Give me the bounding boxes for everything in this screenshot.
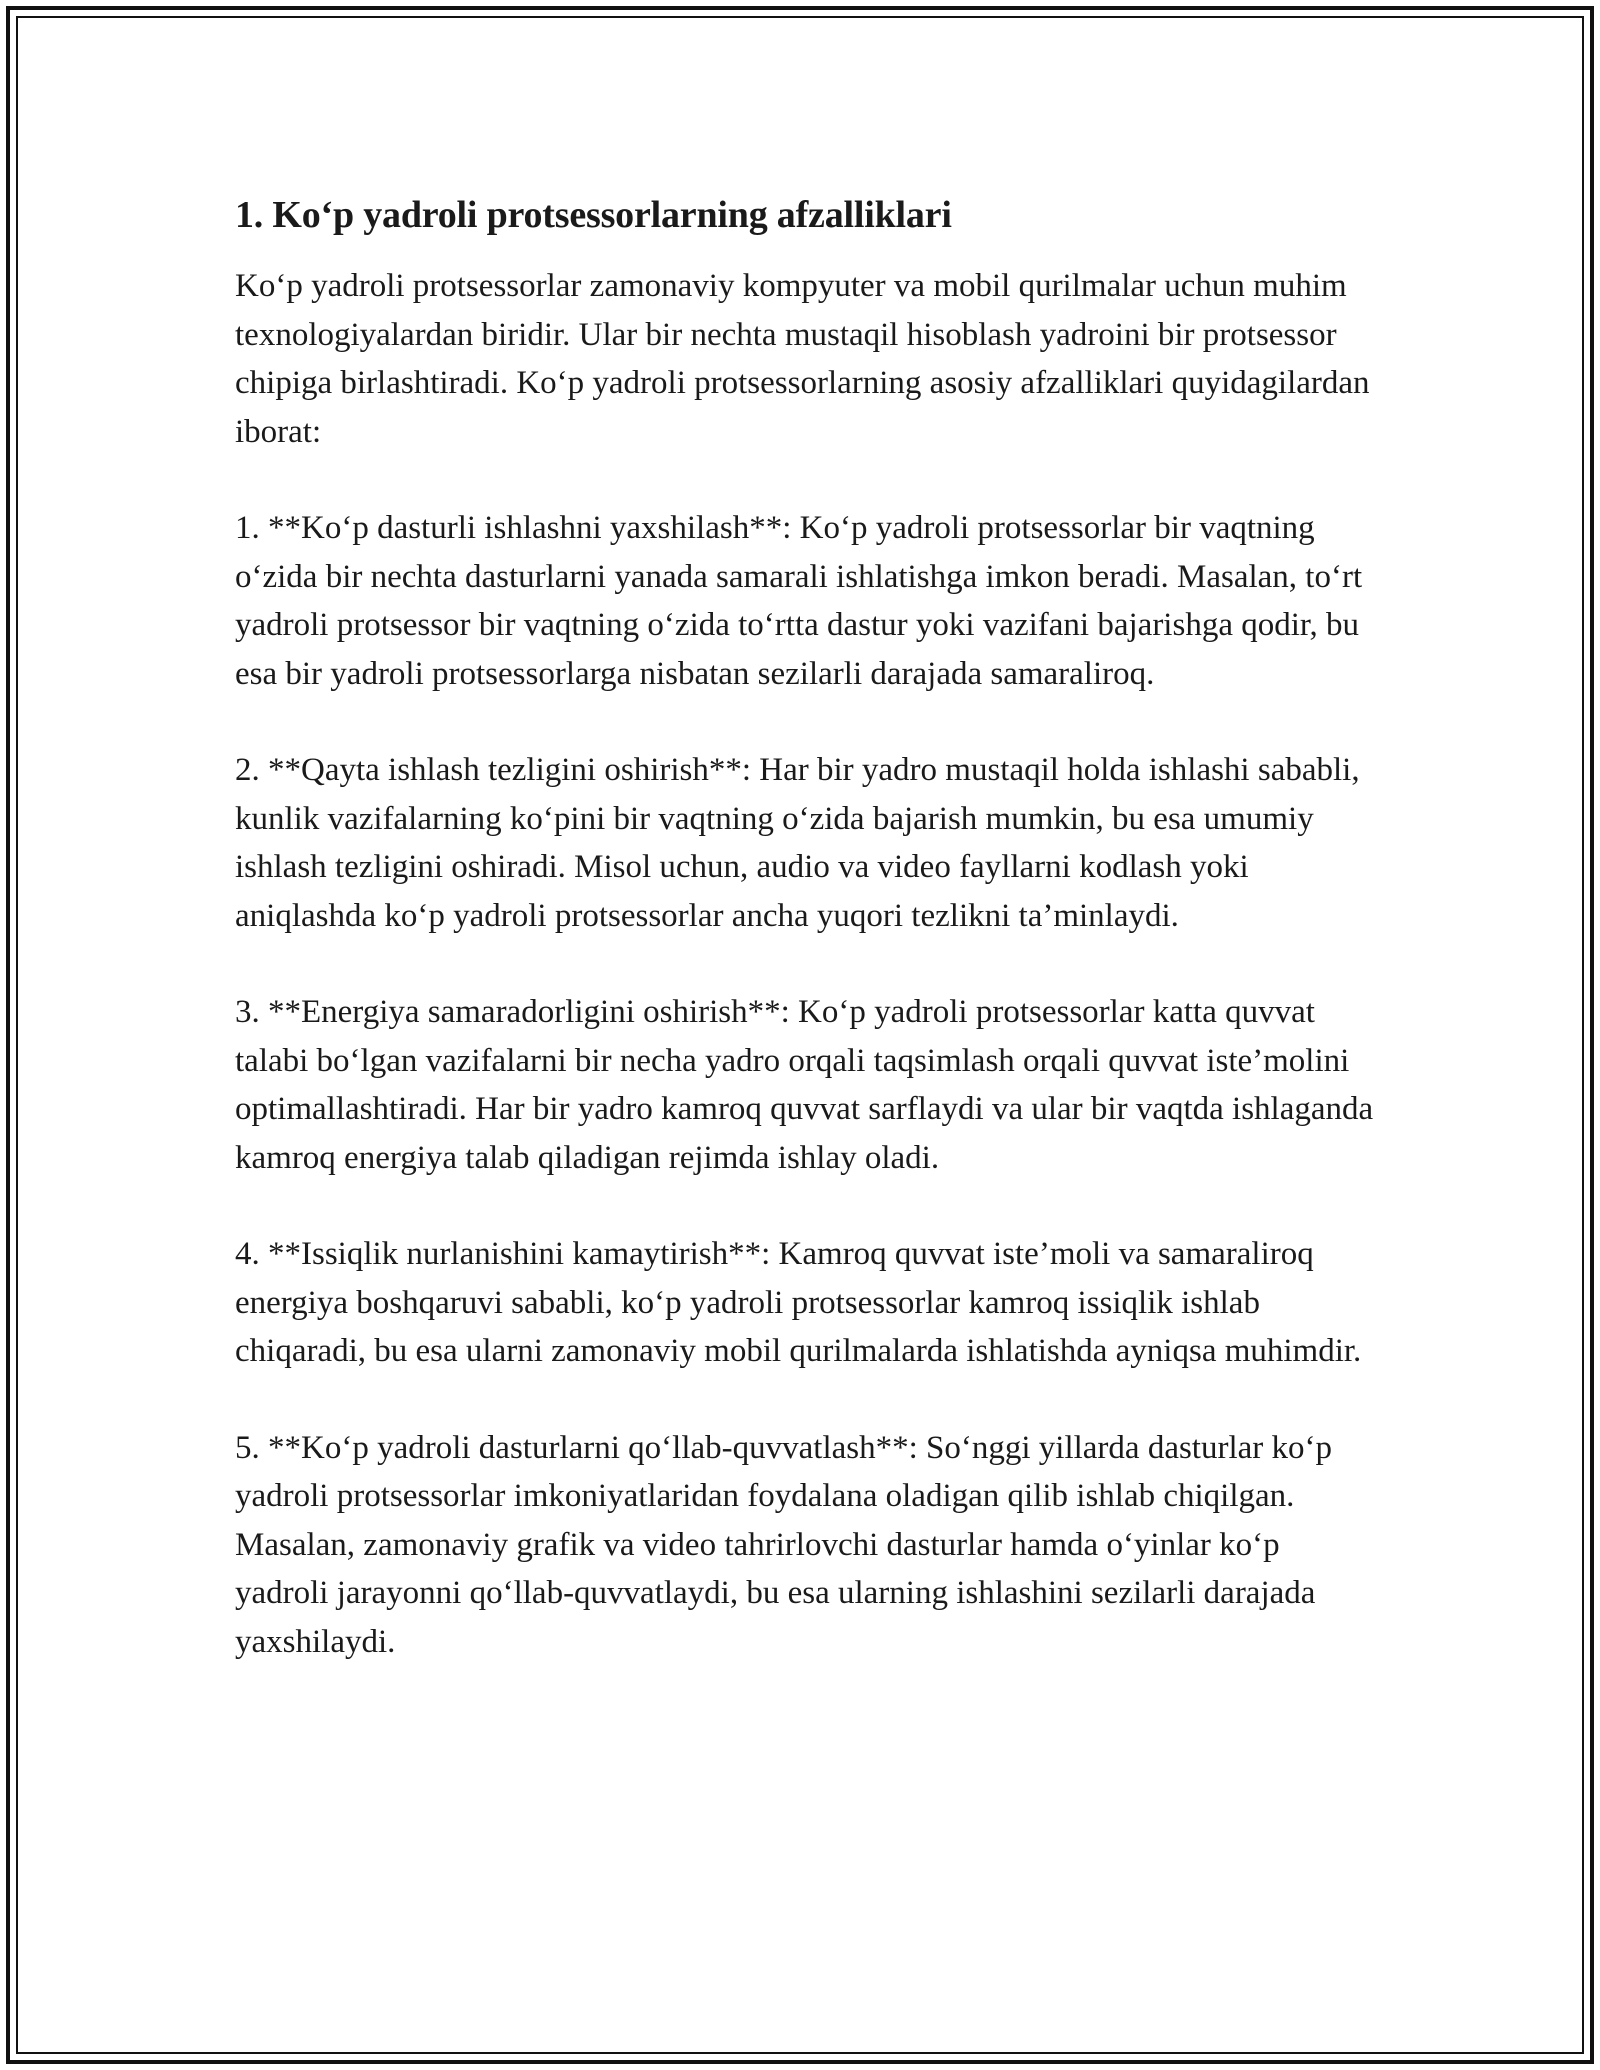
list-item-5: 5. **Ko‘p yadroli dasturlarni qo‘llab-quvvatlash**: So‘nggi yillarda dasturlar ko‘p yadroli protsessorlar imkoniyatlaridan foydalana oladigan qilib ishlab chiqilgan. Masalan, zamonaviy grafik va video tahrirlovchi dasturlar hamda o‘yinlar ko‘p yadroli jarayonni qo‘llab-quvvatlaydi, bu esa ularning ishlashini sezilarli darajada yaxshilaydi.: [235, 1429, 1333, 1660]
intro-paragraph: Ko‘p yadroli protsessorlar zamonaviy kompyuter va mobil qurilmalar uchun muhim texnologiyalardan biridir. Ular bir nechta mustaqil hisoblash yadroini bir protsessor chipiga birlashtiradi. Ko‘p yadroli protsessorlarning asosiy afzalliklari quyidagilardan iborat:: [235, 268, 1370, 450]
list-item-2: 2. **Qayta ishlash tezligini oshirish**: Har bir yadro mustaqil holda ishlashi sababli, kunlik vazifalarning ko‘pini bir vaqtning o‘zida bajarish mumkin, bu esa umumiy ishlash tezligini oshiradi. Misol uchun, audio va video fayllarni kodlash yoki aniqlashda ko‘p yadroli protsessorlar ancha yuqori tezlikni ta’minlaydi.: [235, 752, 1360, 934]
document-body: [235, 190, 1375, 1666]
list-item-1: 1. **Ko‘p dasturli ishlashni yaxshilash**: Ko‘p yadroli protsessorlar bir vaqtning o‘zida bir nechta dasturlarni yanada samarali ishlatishga imkon beradi. Masalan, to‘rt yadroli protsessor bir vaqtning o‘zida to‘rtta dastur yoki vazifani bajarishga qodir, bu esa bir yadroli protsessorlarga nisbatan sezilarli darajada samaraliroq.: [235, 510, 1363, 692]
list-item-4: 4. **Issiqlik nurlanishini kamaytirish**: Kamroq quvvat iste’moli va samaraliroq energiya boshqaruvi sababli, ko‘p yadroli protsessorlar kamroq issiqlik ishlab chiqaradi, bu esa ularni zamonaviy mobil qurilmalarda ishlatishda ayniqsa muhimdir.: [235, 1236, 1362, 1369]
list-item-3: 3. **Energiya samaradorligini oshirish**: Ko‘p yadroli protsessorlar katta quvvat talabi bo‘lgan vazifalarni bir necha yadro orqali taqsimlash orqali quvvat iste’molini optimallashtiradi. Har bir yadro kamroq quvvat sarflaydi va ular bir vaqtda ishlaganda kamroq energiya talab qiladigan rejimda ishlay oladi.: [235, 994, 1374, 1176]
document-title: 1. Ko‘p yadroli protsessorlarning afzalliklari: [235, 194, 952, 236]
